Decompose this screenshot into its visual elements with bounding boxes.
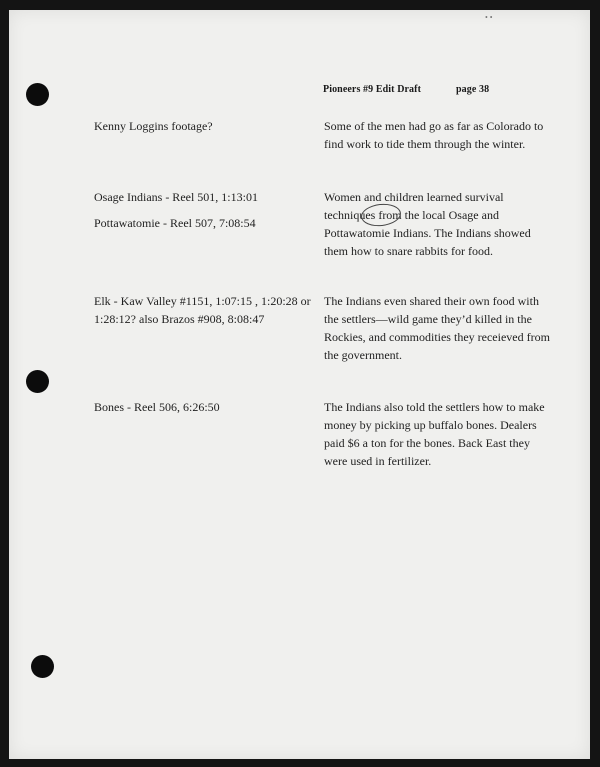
note-line: Pottawatomie - Reel 507, 7:08:54 <box>94 216 256 230</box>
footage-note-3 <box>94 292 314 336</box>
narration-2: Women and children learned survival techniques from the local Osage and Pottawatomie Indians. The Indians showed them how to snare rabbits for food. <box>324 190 531 258</box>
binder-hole-middle <box>26 370 49 393</box>
document-title: Pioneers #9 Edit Draft <box>323 84 422 95</box>
footage-note-2 <box>94 188 314 240</box>
narration-1: Some of the men had go as far as Colorado to find work to tide them through the winter. <box>324 119 544 151</box>
binder-hole-bottom <box>31 655 54 678</box>
document-page <box>9 10 590 759</box>
narration-4: The Indians also told the settlers how to make money by picking up buffalo bones. Dealers paid $6 a ton for the bones. Back East they were used in fertilizer. <box>324 400 545 468</box>
note-line: Kenny Loggins footage? <box>94 119 213 133</box>
paper-specks: • • <box>485 13 493 22</box>
note-line: Bones - Reel 506, 6:26:50 <box>94 400 220 414</box>
footage-note-1 <box>94 117 314 143</box>
page-number: page 38 <box>456 84 490 95</box>
page-header <box>323 84 490 95</box>
note-line: Elk - Kaw Valley #1151, 1:07:15 , 1:20:28 or 1:28:12? also Brazos #908, 8:08:47 <box>94 294 311 326</box>
footage-note-4 <box>94 398 314 424</box>
narration-3: The Indians even shared their own food with the settlers—wild game they’d killed in the Rockies, and commodities they receieved from the government. <box>324 294 550 362</box>
binder-hole-top <box>26 83 49 106</box>
note-line: Osage Indians - Reel 501, 1:13:01 <box>94 190 258 204</box>
